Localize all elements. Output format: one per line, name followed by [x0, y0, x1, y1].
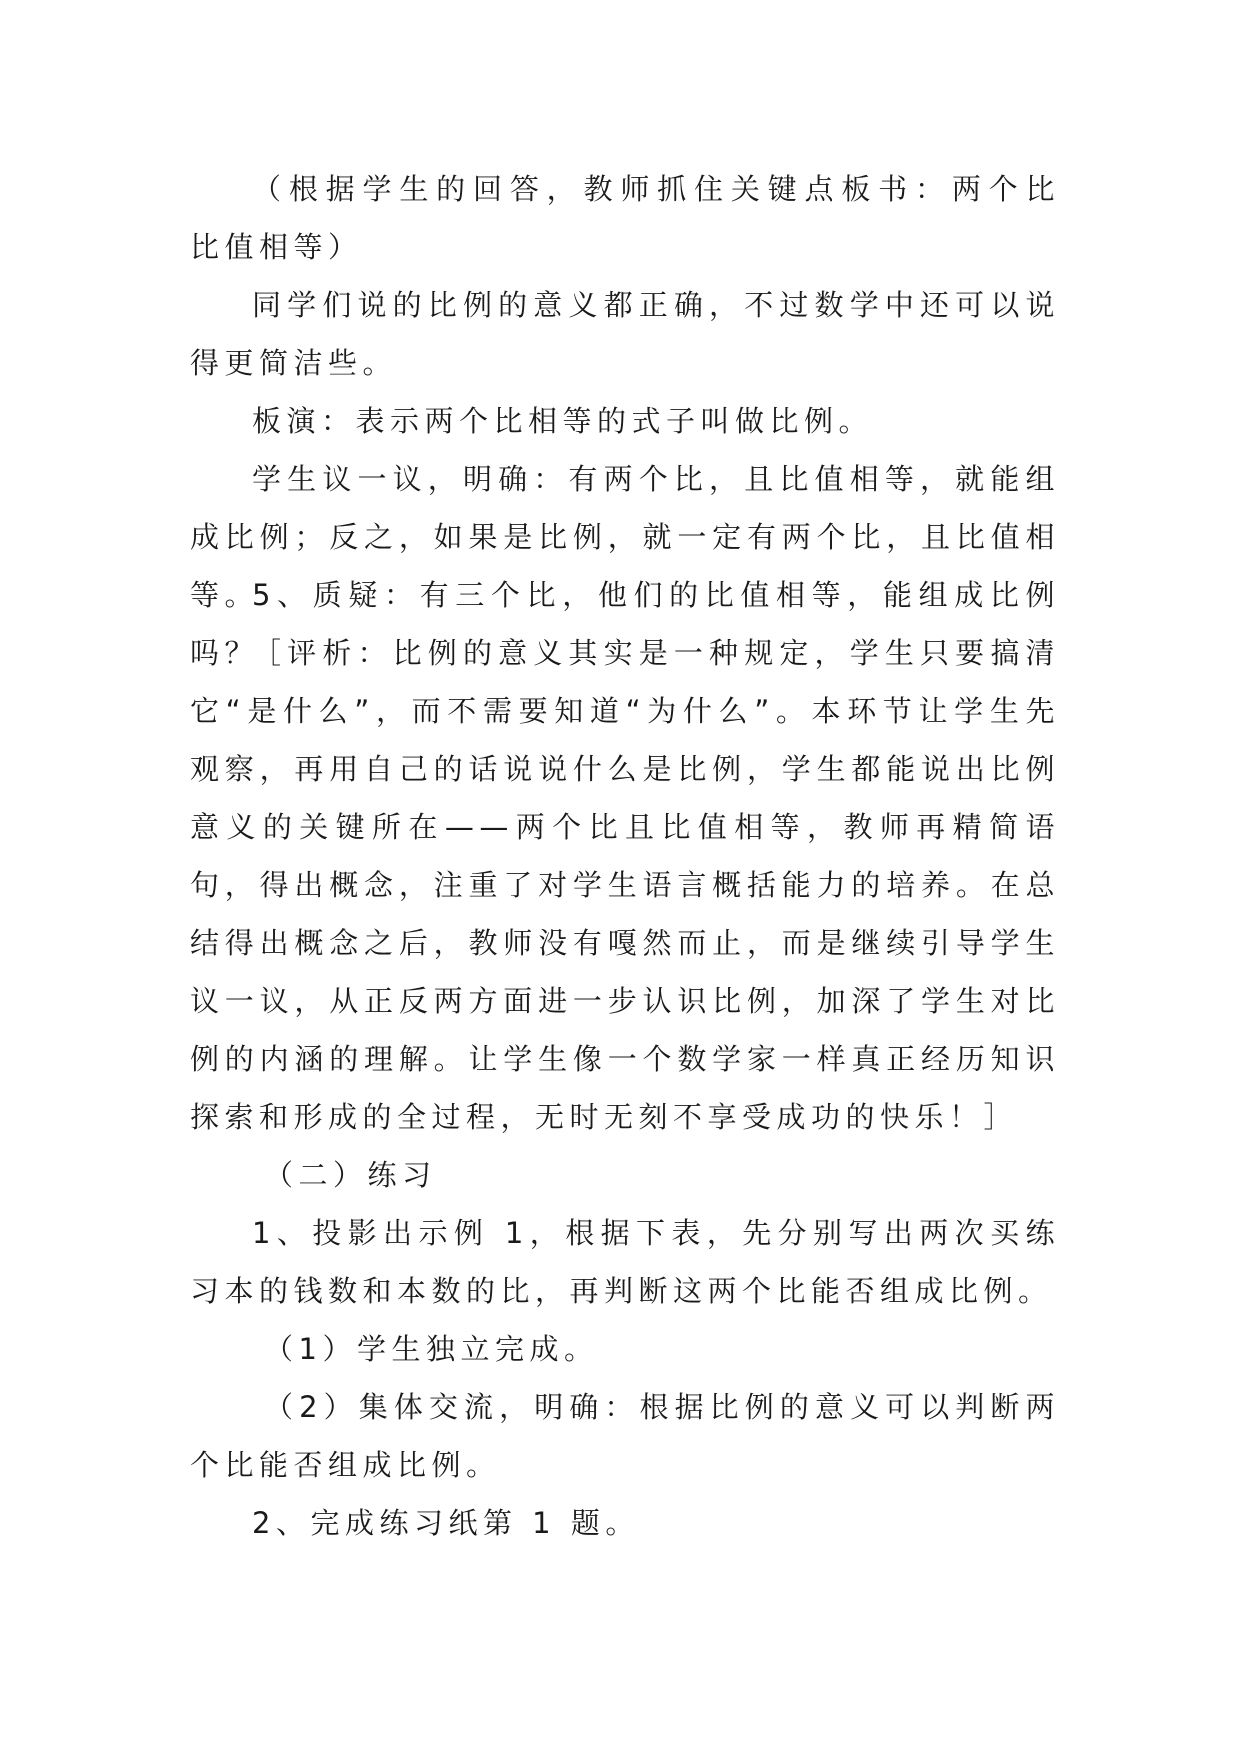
paragraph-concise-definition: 同学们说的比例的意义都正确，不过数学中还可以说得更简洁些。: [190, 288, 1060, 380]
paragraph-commentary: ［评析：比例的意义其实是一种规定，学生只要搞清它“是什么”，而不需要知道“为什么”。本环节让学生先观察，再用自己的话说说什么是比例，学生都能说出比例意义的关键所在——两个比且比值相等，教师再精简语句，得出概念，注重了对学生语言概括能力的培养。在总结得出概念之后，教师没有嘎然而止，而是继续引导学生议一议，从正反两方面进一步认识比例，加深了学生对比例的内涵的理解。让学生像一个数学家一样真正经历知识探索和形成的全过程，无时无刻不享受成功的快乐！］: [190, 636, 1060, 1134]
paragraph-exercise-1: 1、投影出示例 1，根据下表，先分别写出两次买练习本的钱数和本数的比，再判断这两个比能否组成比例。: [190, 1216, 1060, 1308]
paragraph-step-1: （1）学生独立完成。: [264, 1332, 599, 1366]
paragraph-exercise-2: 2、完成练习纸第 1 题。: [252, 1506, 640, 1540]
paragraph-discussion: 学生议一议，明确：有两个比，且比值相等，就能组成比例；反之，如果是比例，就一定有两个比，且比值相等。: [190, 462, 1060, 612]
paragraph-step-2: （2）集体交流，明确：根据比例的意义可以判断两个比能否组成比例。: [190, 1390, 1060, 1482]
paragraph-board-note: （根据学生的回答，教师抓住关键点板书：两个比 比值相等）: [190, 172, 1060, 264]
paragraph-board-demo: 板演：表示两个比相等的式子叫做比例。: [252, 404, 874, 438]
paragraph-question-5: 5、质疑：有三个比，他们的比值相等，能组成比例吗？: [190, 578, 1060, 670]
section-heading-practice: （二）练习: [264, 1158, 437, 1192]
